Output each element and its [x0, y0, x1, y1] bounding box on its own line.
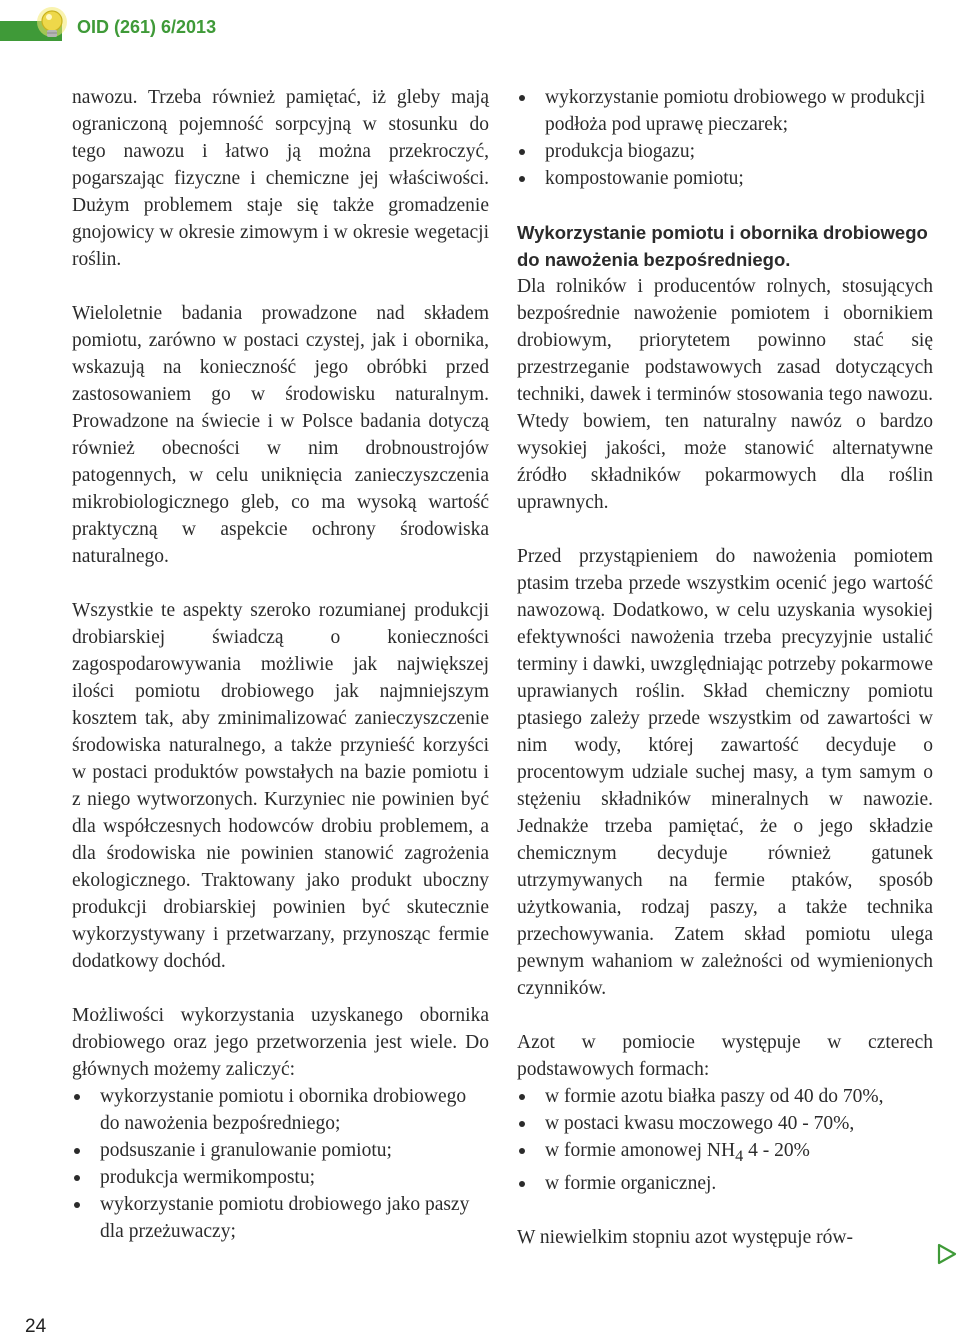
list-item: w postaci kwasu moczowego 40 - 70%, [517, 1110, 933, 1137]
uses-list-continued [517, 84, 933, 192]
journal-title: OID (261) 6/2013 [77, 17, 217, 37]
ammonium-subscript: 4 [735, 1146, 744, 1165]
list-item: kompostowanie pomiotu; [517, 165, 933, 192]
triangle-right-icon [937, 1243, 957, 1265]
ammonium-text: w formie amonowej NH [545, 1140, 736, 1161]
left-paragraph-3: Wszystkie te aspekty szeroko rozumianej produkcji drobiarskiej świadczą o konieczności zagospodarowywania możliwie jak największej ilości pomiotu drobiowego jak najmniejszym kosztem tak, aby zminimalizować zanieczyszczenie środowiska naturalnego, a także przynieść korzyści w postaci produktów powstałych na bazie pomiotu i z niego wytworzonych. Kurzyniec nie powinien być dla współczesnych hodowców drobiu problemem, a dla środowiska nie powinien stanowić zagrożenia ekologicznego. Traktowany jako produkt uboczny produkcji drobiarskiej powinien być skutecznie wykorzystywany i przetwarzany, przynosząc fermie dodatkowy dochód. [72, 600, 489, 972]
right-paragraph-4: W niewielkim stopniu azot występuje rów- [517, 1226, 853, 1248]
list-item [517, 1137, 933, 1170]
right-paragraph-1: Dla rolników i producentów rolnych, stosujących bezpośrednie nawożenie pomiotem i obornikiem drobiowym, priorytetem powinno stać się przestrzeganie podstawowych zasad dotyczących techniki, dawek i terminów stosowania tego nawozu. Wtedy bowiem, ten naturalny nawóz o bardzo wysokiej jakości, może stanowić alternatywne źródło składników pokarmowych dla roślin uprawnych. [517, 276, 933, 513]
list-item: wykorzystanie pomiotu i obornika drobiowego do nawożenia bezpośredniego; [72, 1083, 489, 1137]
list-item: podsuszanie i granulowanie pomiotu; [72, 1137, 489, 1164]
left-paragraph-2: Wieloletnie badania prowadzone nad składem pomiotu, zarówno w postaci czystej, jak i obornika, wskazują na konieczność jego obróbki przed zastosowaniem go w środowisku naturalnym. Prowadzone na świecie i w Polsce badania dotyczą również obecności w nim drobnoustrojów patogennych, w celu uniknięcia zanieczyszczenia mikrobiologicznego gleb, co ma wysoką wartość praktyczną w aspekcie ochrony środowiska naturalnego. [72, 303, 489, 567]
left-paragraph-1: nawozu. Trzeba również pamiętać, iż gleby mają ograniczoną pojemność sorpcyjną w stosunku do tego nawozu i łatwo ją można przekroczyć, pogarszając fizyczne i chemiczne jej właściwości. Dużym problemem staje się także gromadzenie gnojowicy w okresie zimowym i w okresie wegetacji roślin. [72, 87, 489, 270]
nitrogen-forms-list [517, 1083, 933, 1197]
right-column [517, 84, 933, 1251]
page-number: 24 [25, 1316, 47, 1337]
list-item: w formie azotu białka paszy od 40 do 70%, [517, 1083, 933, 1110]
uses-list [72, 1083, 489, 1245]
right-paragraph-3: Azot w pomiocie występuje w czterech podstawowych formach: [517, 1032, 933, 1080]
list-item: wykorzystanie pomiotu drobiowego jako paszy dla przeżuwaczy; [72, 1191, 489, 1245]
left-column [72, 84, 489, 1245]
list-item: w formie organicznej. [517, 1170, 933, 1197]
right-paragraph-2: Przed przystąpieniem do nawożenia pomiotem ptasim trzeba przede wszystkim ocenić jego wartość nawozową. Dodatkowo, w celu uzyskania wysokiej efektywności nawożenia trzeba precyzyjnie ustalić terminy i dawki, uwzględniając potrzeby pokarmowe uprawianych roślin. Skład chemiczny pomiotu ptasiego zależy przede wszystkim od zawartości w nim wody, której zawartość decyduje o procentowym udziale suchej masy, a tym samym o stężeniu składników mineralnych w nawozie. Jednakże trzeba pamiętać, że o jego składzie chemicznym decyduje również gatunek utrzymywanych na fermie ptaków, sposób użytkowania, rodzaj paszy, a także technika przechowywania. Zatem skład pomiotu ulega pewnym wahaniom w zależności od wymienionych czynników. [517, 546, 933, 999]
section-heading: Wykorzystanie pomiotu i obornika drobiowego do nawożenia bezpośredniego. [517, 222, 928, 270]
lightbulb-icon [30, 2, 74, 46]
list-item: produkcja biogazu; [517, 138, 933, 165]
left-paragraph-4: Możliwości wykorzystania uzyskanego obornika drobiowego oraz jego przetworzenia jest wiele. Do głównych możemy zaliczyć: [72, 1005, 489, 1080]
ammonium-range: 4 - 20% [743, 1140, 810, 1161]
list-item: produkcja wermikompostu; [72, 1164, 489, 1191]
list-item: wykorzystanie pomiotu drobiowego w produkcji podłoża pod uprawę pieczarek; [517, 84, 933, 138]
